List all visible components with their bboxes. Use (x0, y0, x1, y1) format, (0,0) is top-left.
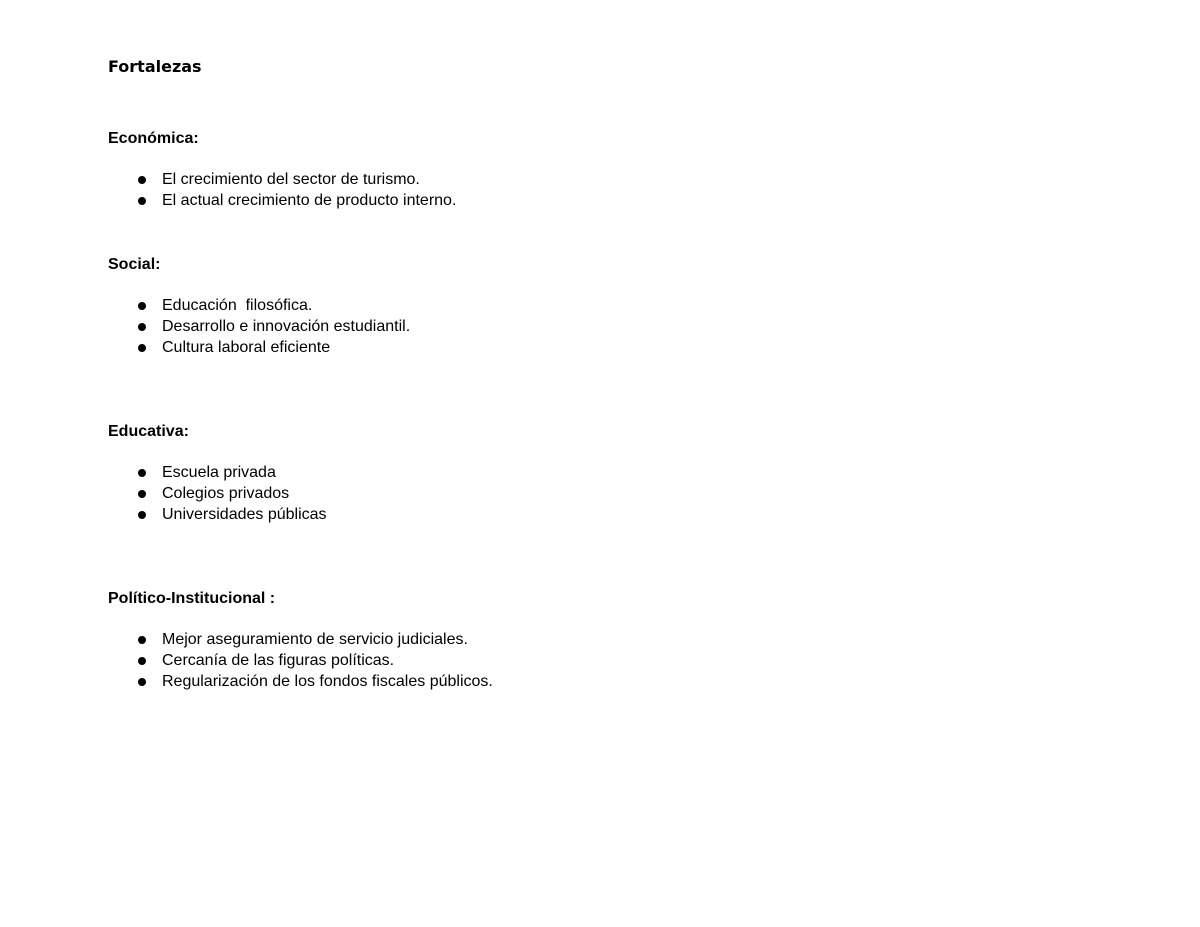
list-item (108, 316, 410, 337)
list-item-text: El actual crecimiento de producto interno. (162, 192, 457, 209)
bullet-icon (138, 302, 146, 310)
list-item-text: Desarrollo e innovación estudiantil. (162, 318, 411, 335)
list-item (108, 462, 327, 483)
list-item (108, 169, 456, 190)
list-item (108, 337, 410, 358)
list-item-text: Educación filosófica. (162, 297, 313, 314)
bullet-list-social (108, 295, 410, 358)
document-title: Fortalezas (108, 57, 202, 76)
list-item-text: Universidades públicas (162, 506, 327, 523)
list-item (108, 483, 327, 504)
list-item (108, 190, 456, 211)
bullet-icon (138, 678, 146, 686)
list-item (108, 629, 493, 650)
bullet-list-economica (108, 169, 456, 211)
section-heading-politico-institucional: Político-Institucional : (108, 590, 276, 607)
bullet-icon (138, 511, 146, 519)
section-social (108, 255, 410, 358)
bullet-icon (138, 344, 146, 352)
list-item-text: Mejor aseguramiento de servicio judiciales. (162, 631, 468, 648)
list-item (108, 671, 493, 692)
list-item-text: Regularización de los fondos fiscales públicos. (162, 673, 493, 690)
list-item (108, 504, 327, 525)
section-economica (108, 129, 456, 211)
list-item (108, 650, 493, 671)
bullet-list-politico-institucional (108, 629, 493, 692)
bullet-icon (138, 197, 146, 205)
section-educativa (108, 422, 327, 525)
list-item-text: Colegios privados (162, 485, 290, 502)
bullet-icon (138, 636, 146, 644)
bullet-icon (138, 657, 146, 665)
bullet-icon (138, 469, 146, 477)
bullet-list-educativa (108, 462, 327, 525)
section-heading-educativa: Educativa: (108, 423, 189, 440)
list-item-text: Escuela privada (162, 464, 276, 481)
bullet-icon (138, 176, 146, 184)
document-page (108, 0, 1108, 927)
list-item-text: Cultura laboral eficiente (162, 339, 331, 356)
list-item (108, 295, 410, 316)
section-heading-social: Social: (108, 256, 161, 273)
list-item-text: Cercanía de las figuras políticas. (162, 652, 395, 669)
bullet-icon (138, 323, 146, 331)
section-politico-institucional (108, 589, 493, 692)
section-heading-economica: Económica: (108, 130, 199, 147)
bullet-icon (138, 490, 146, 498)
list-item-text: El crecimiento del sector de turismo. (162, 171, 420, 188)
